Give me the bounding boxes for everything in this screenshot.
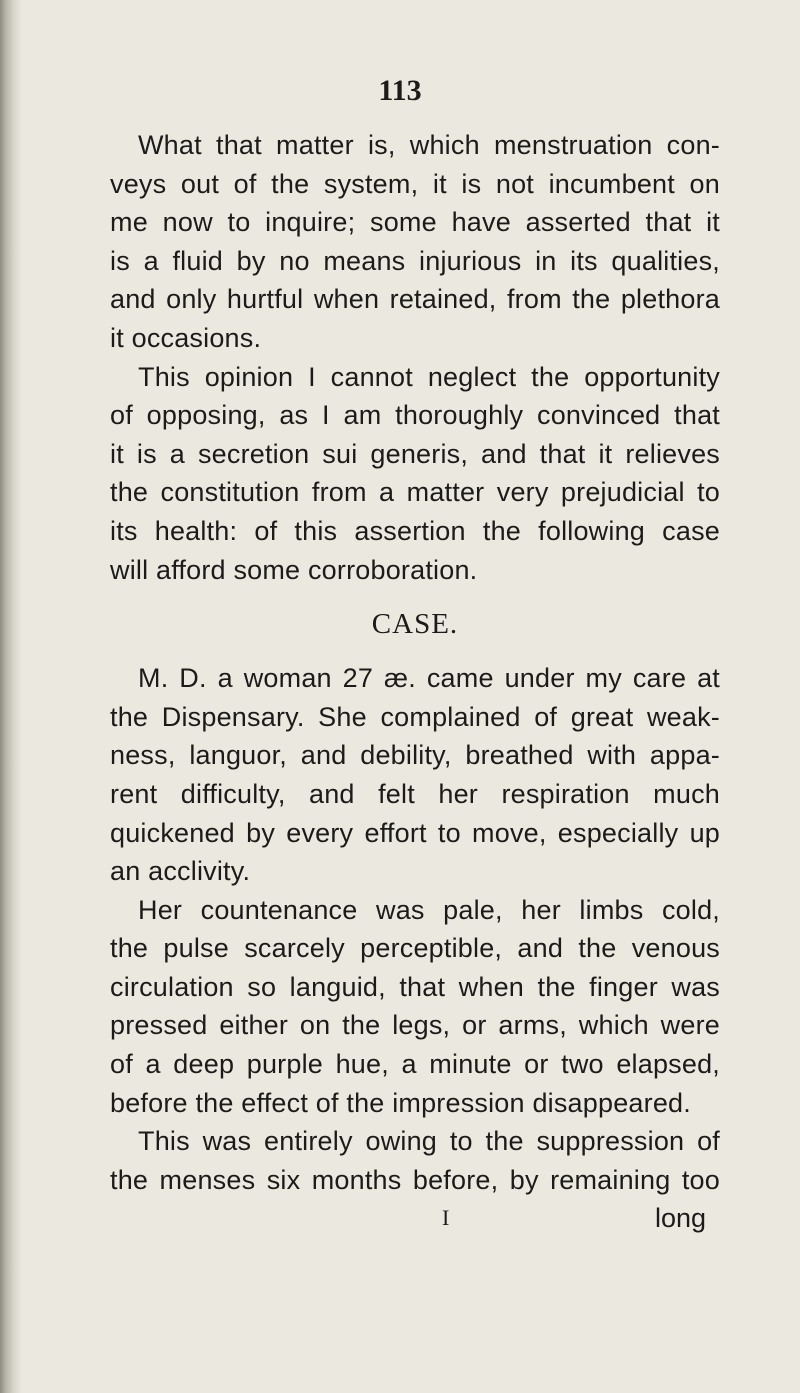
text-line: ness, languor, and debility, breathed with appa-: [110, 740, 720, 771]
text-line: before the effect of the impression disappeared.: [110, 1087, 691, 1118]
text-line: the Dispensary. She complained of great weak-: [110, 701, 720, 732]
paragraph-3: [110, 659, 720, 891]
text-line: What that matter is, which menstruation con-: [138, 130, 720, 160]
paragraph-5: [110, 1122, 720, 1199]
text-line: it occasions.: [110, 322, 262, 353]
body-text: [110, 126, 720, 1238]
signature-mark: I: [442, 1205, 450, 1231]
catchword: long: [654, 1203, 706, 1234]
paragraph-2: [110, 358, 720, 590]
text-line: will afford some corroboration.: [110, 554, 478, 585]
text-line: M. D. a woman 27 æ. came under my care at: [138, 663, 720, 694]
text-line: of a deep purple hue, a minute or two elapsed,: [110, 1049, 720, 1080]
text-line: the menses six months before, by remaining too: [110, 1164, 720, 1195]
text-line: rent difficulty, and felt her respiration much: [110, 778, 720, 809]
text-line: quickened by every effort to move, especially up: [110, 817, 720, 848]
text-line: veys out of the system, it is not incumbent on: [110, 168, 720, 199]
text-line: its health: of this assertion the following case: [110, 515, 720, 546]
book-spine-shadow: [0, 0, 22, 1393]
text-line: circulation so languid, that when the finger was: [110, 971, 720, 1002]
paragraph-4: [110, 891, 720, 1123]
text-line: This opinion I cannot neglect the opportunity: [138, 361, 720, 392]
text-line: it is a secretion sui generis, and that it relieves: [110, 438, 720, 469]
text-line: the constitution from a matter very prejudicial to: [110, 477, 720, 508]
text-line: an acclivity.: [110, 856, 251, 887]
text-line: Her countenance was pale, her limbs cold,: [138, 894, 720, 925]
text-line: of opposing, as I am thoroughly convinced that: [110, 400, 720, 431]
paragraph-1: [110, 126, 720, 358]
text-line: is a fluid by no means injurious in its qualities,: [110, 245, 720, 276]
text-line: pressed either on the legs, or arms, which were: [110, 1010, 720, 1041]
text-line: me now to inquire; some have asserted that it: [110, 207, 720, 238]
page-footer: [110, 1199, 720, 1238]
page-number: 113: [378, 74, 422, 107]
text-line: the pulse scarcely perceptible, and the venous: [110, 933, 720, 964]
text-line: and only hurtful when retained, from the plethora: [110, 284, 720, 315]
section-heading: CASE.: [371, 608, 459, 641]
text-line: This was entirely owing to the suppression of: [138, 1126, 720, 1157]
